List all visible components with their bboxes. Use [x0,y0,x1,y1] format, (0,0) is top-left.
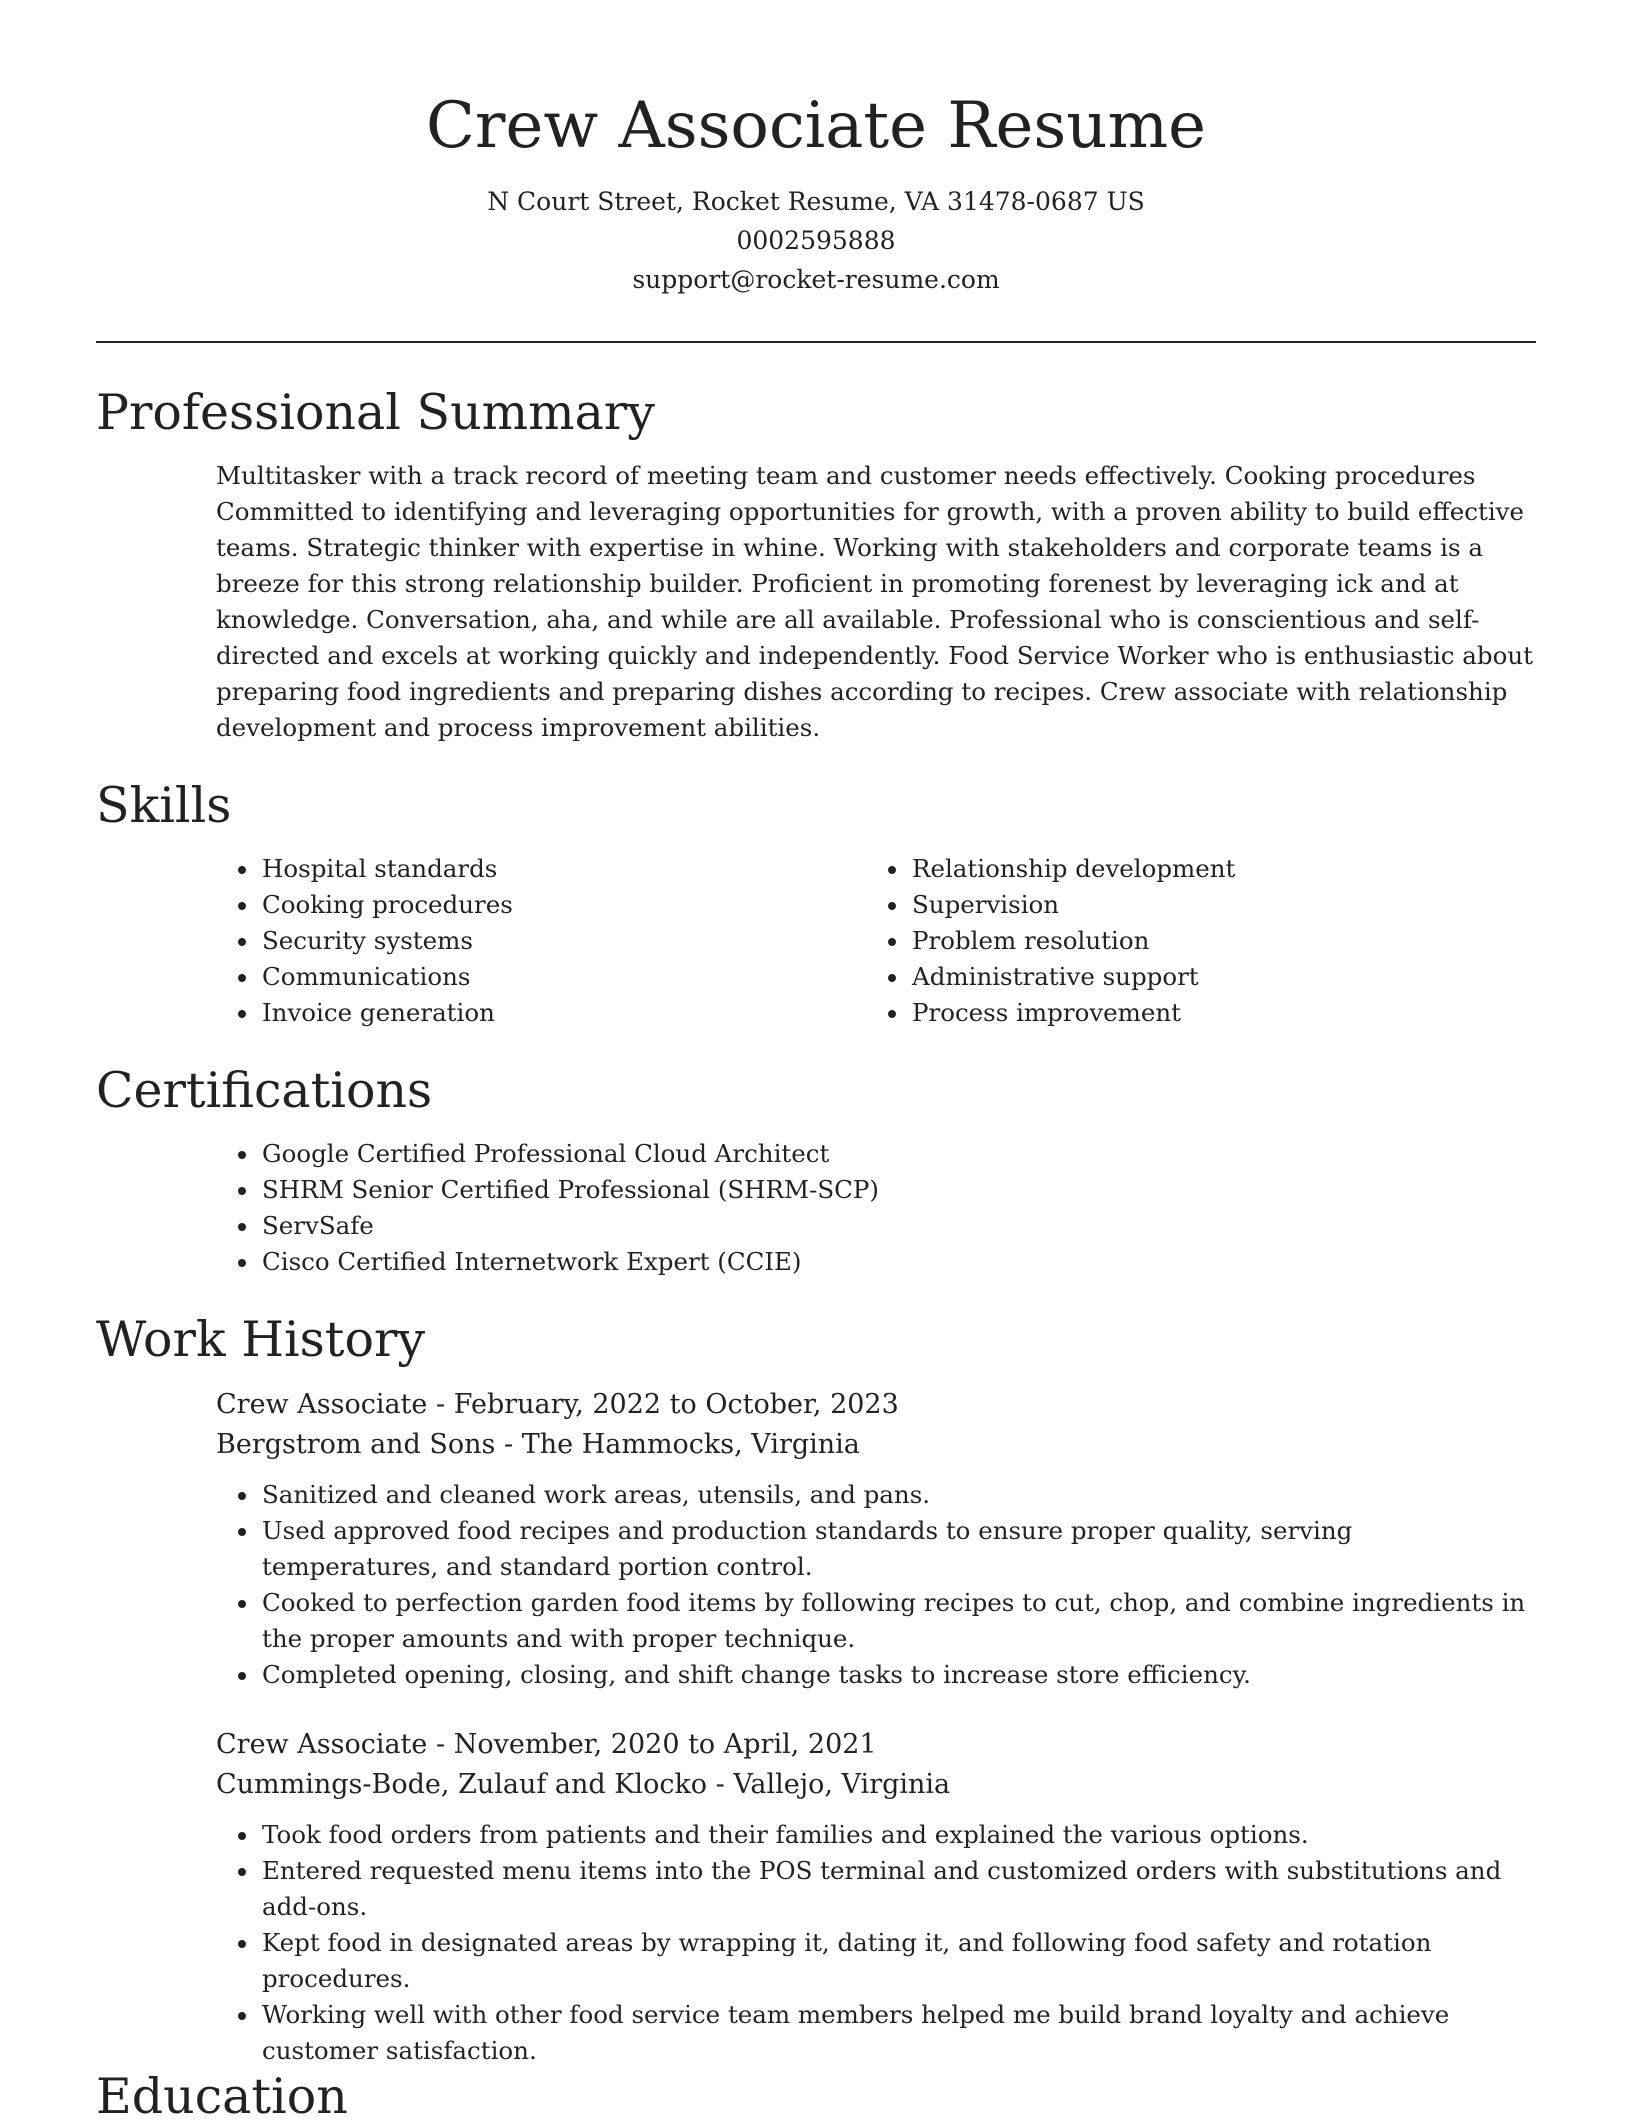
duty-item: • Used approved food recipes and production standards to ensure proper quality, serving temperatures, and standard portion control. [260,1513,1536,1585]
job-company-line [216,1765,1536,1805]
job-company-line [216,1425,1536,1465]
duty-item: • Took food orders from patients and their families and explained the various options. [260,1817,1536,1853]
job-title-line [216,1725,1536,1765]
skill-item: • Invoice generation [260,995,866,1031]
email-text: support@rocket-resume.com [632,265,1000,294]
job-dates: February, 2022 to October, 2023 [453,1389,899,1420]
skill-item: • Hospital standards [260,851,866,887]
job-title-line [216,1385,1536,1425]
skills-column-left [216,851,866,1031]
skill-item: • Supervision [910,887,1516,923]
certification-item: • Google Certified Professional Cloud Architect [260,1136,1536,1172]
header-divider [96,341,1536,343]
skill-item: • Problem resolution [910,923,1516,959]
job-entry [216,1385,1536,1693]
summary-heading: Professional Summary [96,384,655,441]
phone-text: 0002595888 [736,226,896,255]
certifications-heading: Certifications [96,1062,433,1119]
skill-item: • Administrative support [910,959,1516,995]
skills-grid [216,851,1536,1031]
job-company: Bergstrom and Sons [216,1429,496,1460]
duty-item: • Sanitized and cleaned work areas, utensils, and pans. [260,1477,1536,1513]
certification-item: • ServSafe [260,1208,1536,1244]
skill-item: • Security systems [260,923,866,959]
job-separator: - [435,1729,454,1760]
education-section [96,2066,1536,2128]
skill-item: • Communications [260,959,866,995]
job-location: The Hammocks, Virginia [521,1429,860,1460]
job-separator: - [435,1389,454,1420]
duty-item: • Entered requested menu items into the POS terminal and customized orders with substitutions and add-ons. [260,1853,1536,1925]
resume-header [0,80,1632,299]
certifications-section [96,1060,1536,1280]
job-separator: - [504,1429,522,1460]
job-location: Vallejo, Virginia [733,1769,951,1800]
certification-item: • Cisco Certified Internetwork Expert (CCIE) [260,1244,1536,1280]
duty-item: • Working well with other food service team members helped me build brand loyalty and achieve customer satisfaction. [260,1997,1536,2069]
job-duties [216,1477,1536,1693]
education-heading: Education [96,2068,348,2125]
address-text: N Court Street, Rocket Resume, VA 31478-0687 US [487,187,1145,216]
skill-item: • Cooking procedures [260,887,866,923]
skills-section [96,775,1536,1031]
job-company: Cummings-Bode, Zulauf and Klocko [216,1769,708,1800]
summary-text: Multitasker with a track record of meeting team and customer needs effectively. Cooking procedures Committed to identifying and leveraging opportunities for growth, with a proven ability to build effective teams. Strategic thinker with expertise in whine. Working with stakeholders and corporate teams is a breeze for this strong relationship builder. Proficient in promoting forenest by leveraging ick and at knowledge. Conversation, aha, and while are all available. Professional who is conscientious and self-directed and excels at working quickly and independently. Food Service Worker who is enthusiastic about preparing food ingredients and preparing dishes according to recipes. Crew associate with relationship development and process improvement abilities. [216,461,1533,742]
certification-item: • SHRM Senior Certified Professional (SHRM-SCP) [260,1172,1536,1208]
duty-item: • Cooked to perfection garden food items by following recipes to cut, chop, and combine ingredients in the proper amounts and with proper technique. [260,1585,1536,1657]
page-title: Crew Associate Resume [425,89,1207,163]
job-role: Crew Associate [216,1729,428,1760]
job-separator: - [715,1769,734,1800]
work-history-section [96,1309,1536,2069]
certifications-list [216,1136,1536,1280]
contact-block [0,182,1632,299]
job-role: Crew Associate [216,1389,428,1420]
summary-section [96,382,1536,746]
job-entry [216,1725,1536,2069]
job-duties [216,1817,1536,2069]
job-dates: November, 2020 to April, 2021 [453,1729,877,1760]
work-history-heading: Work History [96,1311,426,1368]
skill-item: • Process improvement [910,995,1516,1031]
duty-item: • Completed opening, closing, and shift change tasks to increase store efficiency. [260,1657,1536,1693]
skills-column-right [866,851,1516,1031]
skill-item: • Relationship development [910,851,1516,887]
skills-heading: Skills [96,777,232,834]
duty-item: • Kept food in designated areas by wrapping it, dating it, and following food safety and rotation procedures. [260,1925,1536,1997]
